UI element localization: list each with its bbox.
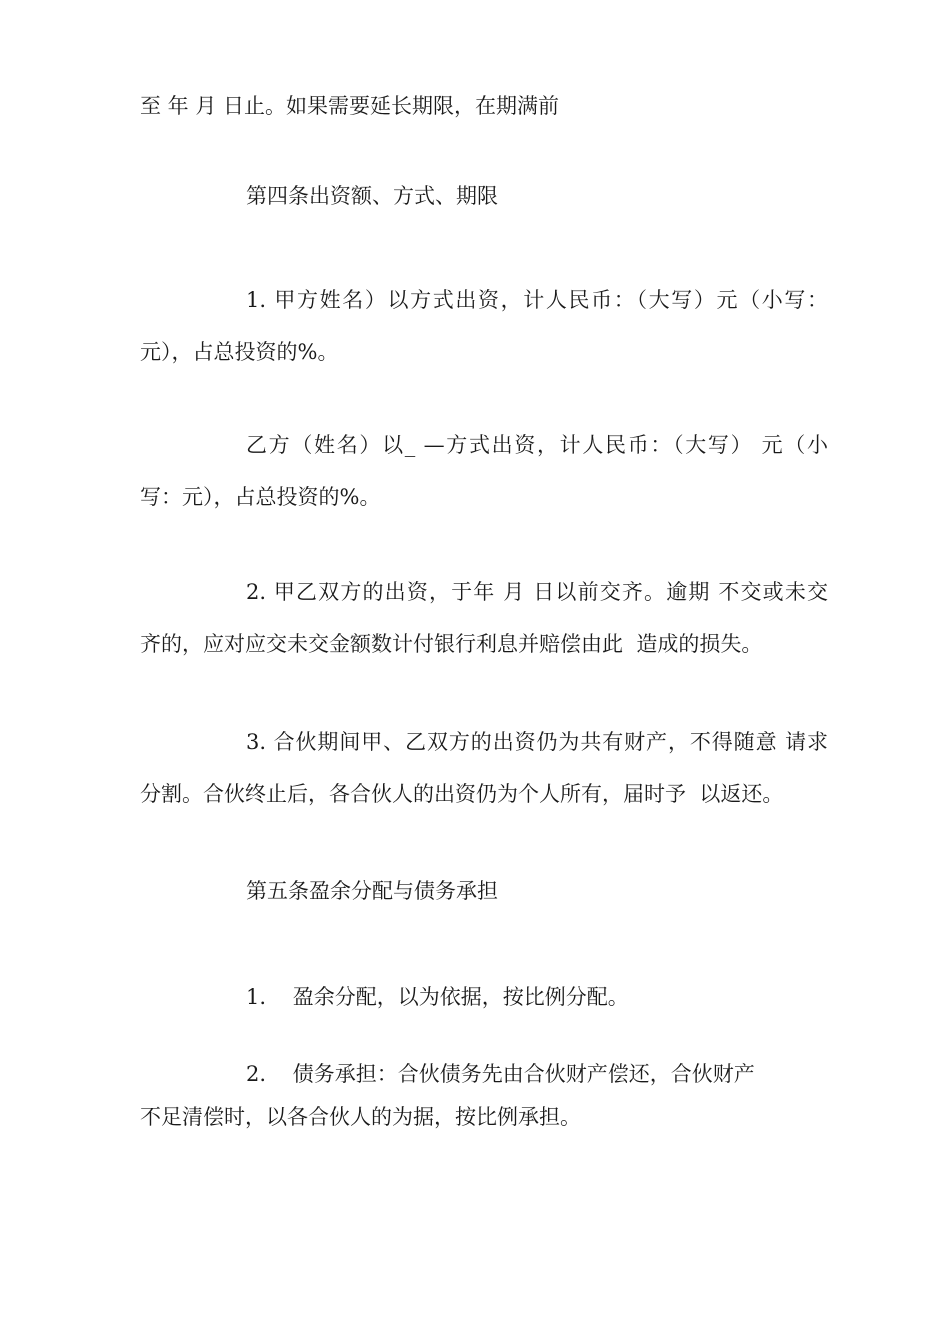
clause-debt-line-2: 不足清偿时，以各合伙人的为据，按比例承担。 xyxy=(140,1105,581,1129)
clause-3-line-1: 3. 合伙期间甲、乙双方的出资仍为共有财产，不得随意 请求 xyxy=(246,730,828,754)
article-5-heading: 第五条盈余分配与债务承担 xyxy=(246,879,498,903)
clause-debt-line-1: 2. 债务承担：合伙债务先由合伙财产偿还，合伙财产 xyxy=(246,1062,755,1086)
clause-1-party-a-line-1: 1. 甲方姓名）以方式出资，计人民币：（大写）元（小写： xyxy=(246,288,828,312)
clause-profit-distribution: 1. 盈余分配，以为依据，按比例分配。 xyxy=(246,985,629,1009)
clause-2-line-2: 齐的，应对应交未交金额数计付银行利息并赔偿由此 造成的损失。 xyxy=(140,632,763,656)
clause-1-party-a-line-2: 元），占总投资的%。 xyxy=(140,340,339,364)
clause-3-line-2: 分割。合伙终止后，各合伙人的出资仍为个人所有，届时予 以返还。 xyxy=(140,782,784,806)
article-4-heading: 第四条出资额、方式、期限 xyxy=(246,184,498,208)
text-line-term-end: 至 年 月 日止。如果需要延长期限，在期满前 xyxy=(140,94,560,118)
clause-1-party-b-line-1: 乙方（姓名）以_ —方式出资，计人民币：（大写） 元（小 xyxy=(246,433,828,457)
clause-1-party-b-line-2: 写：元），占总投资的%。 xyxy=(140,485,381,509)
clause-2-line-1: 2. 甲乙双方的出资，于年 月 日以前交齐。逾期 不交或未交 xyxy=(246,580,828,604)
